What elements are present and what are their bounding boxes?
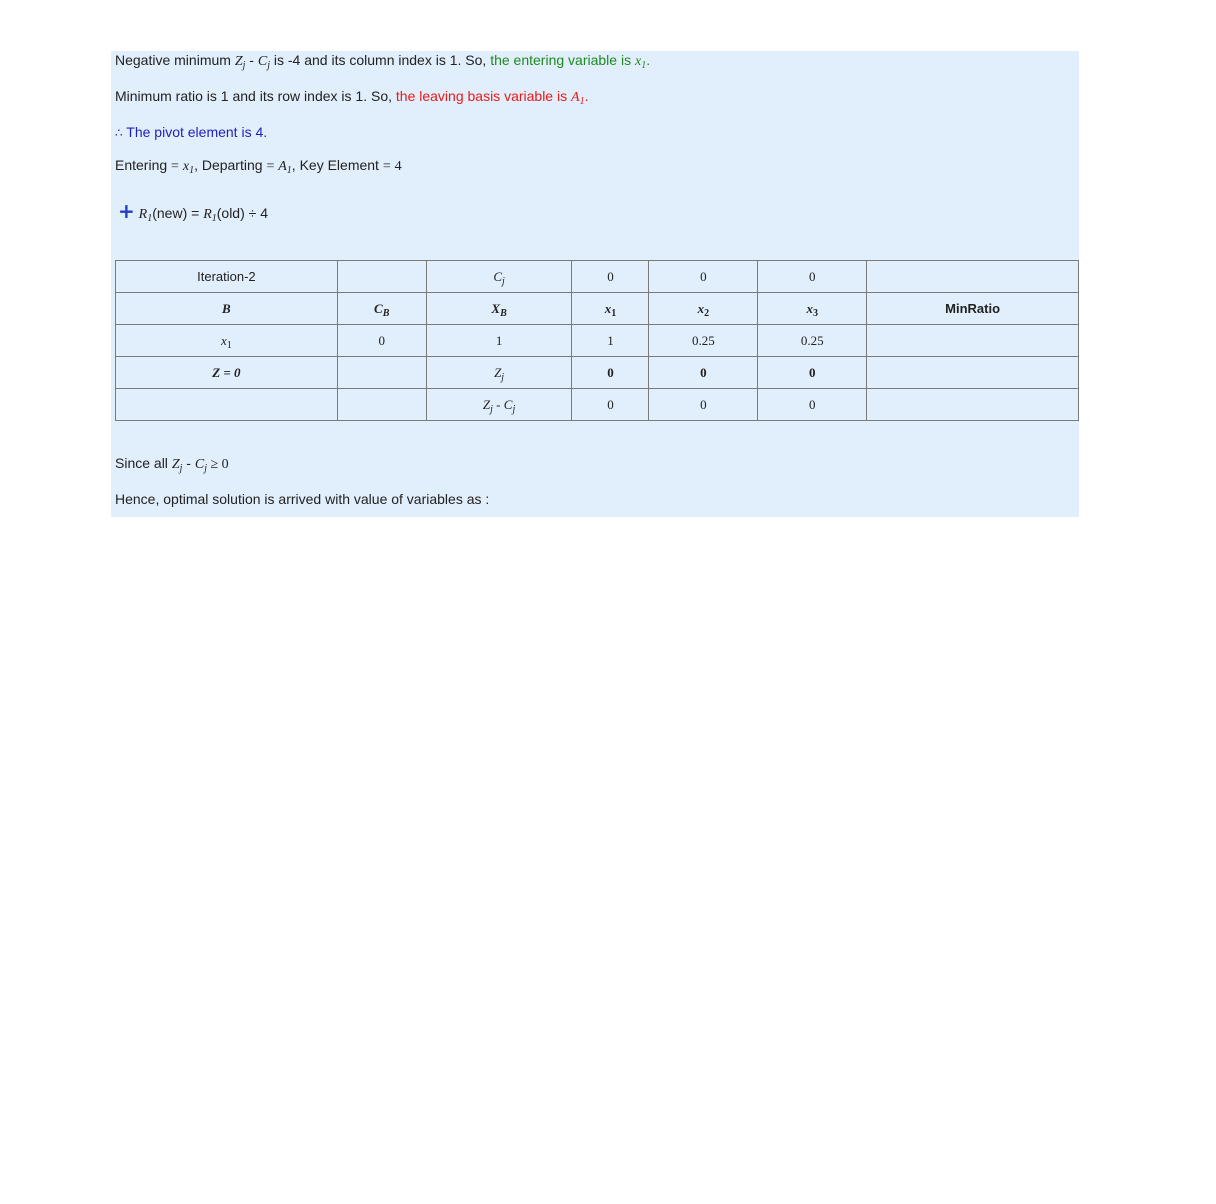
departing-summary-var xyxy=(278,159,292,174)
empty-cell xyxy=(337,389,426,421)
zj-cj-value-cell: 0 xyxy=(572,389,649,421)
basis-letter: x xyxy=(220,332,227,348)
zj-symbol xyxy=(172,457,183,472)
zj-cj-label-cell xyxy=(426,389,572,421)
x1-sub: 1 xyxy=(611,307,617,319)
table-row-zj-cj xyxy=(116,389,1079,421)
entering-highlight-text: the entering variable is xyxy=(490,52,632,68)
basis-var-cell xyxy=(116,325,338,357)
zj-letter: Z xyxy=(171,457,180,472)
zj-value-cell: 0 xyxy=(758,357,867,389)
zj-value-cell: 0 xyxy=(649,357,758,389)
since-all-text: Since all xyxy=(115,455,168,471)
xb-letter: X xyxy=(491,300,501,316)
entering-var xyxy=(635,54,646,69)
departing-label: , Departing xyxy=(194,157,263,173)
zj-symbol xyxy=(235,54,246,69)
minus-sign: - xyxy=(245,52,258,68)
x2-header-cell xyxy=(649,293,758,325)
cj-header-cell xyxy=(426,261,572,293)
leaving-var-sub: 1 xyxy=(579,96,585,107)
line1-end: . xyxy=(646,52,651,68)
cj-letter: C xyxy=(503,396,513,412)
entering-variable-highlight xyxy=(490,52,651,71)
x3-value-cell: 0.25 xyxy=(758,325,867,357)
zj-letter: Z xyxy=(482,396,491,412)
z-value-text: Z = 0 xyxy=(212,364,241,380)
cj-sub: j xyxy=(502,275,505,287)
minratio-header-cell: MinRatio xyxy=(867,293,1079,325)
cj-sub: j xyxy=(204,463,207,474)
x2-sub: 2 xyxy=(704,307,710,319)
r1-letter: R xyxy=(138,207,148,222)
r1-sub: 1 xyxy=(147,213,153,224)
zj-letter: Z xyxy=(234,54,243,69)
cb-value-cell: 0 xyxy=(337,325,426,357)
cb-letter: C xyxy=(374,300,383,316)
cj-value-cell: 0 xyxy=(758,261,867,293)
b-letter: B xyxy=(222,300,231,316)
zj-sub: j xyxy=(179,463,183,474)
line1-middle: is -4 and its column index is 1. So, xyxy=(273,52,487,68)
leaving-highlight-text: the leaving basis variable is xyxy=(395,88,568,104)
entering-summary-letter: x xyxy=(182,159,190,174)
therefore-symbol: ∴ xyxy=(115,126,123,140)
empty-cell xyxy=(867,389,1079,421)
entering-departing-line xyxy=(115,157,402,175)
entering-variable-line xyxy=(115,52,650,70)
r1-old-letter: R xyxy=(203,207,212,222)
table-row-iteration xyxy=(116,261,1079,293)
leaving-var xyxy=(571,90,585,105)
iteration-cell: Iteration-2 xyxy=(116,261,338,293)
basis-sub: 1 xyxy=(226,339,232,351)
new-label: (new) = xyxy=(152,205,200,221)
expand-plus-icon[interactable]: + xyxy=(118,199,135,223)
xb-header-cell xyxy=(426,293,572,325)
simplex-table xyxy=(115,260,1079,421)
line2-prefix: Minimum ratio is 1 and its row index is 1. So, xyxy=(115,88,392,104)
zj-sub: j xyxy=(501,371,505,383)
row-operation-line xyxy=(118,199,268,223)
zj-letter: Z xyxy=(494,364,502,380)
departing-summary-sub: 1 xyxy=(286,165,292,176)
cj-letter: C xyxy=(257,54,268,69)
empty-cell xyxy=(867,261,1079,293)
entering-summary-var xyxy=(183,159,194,174)
line2-end: . xyxy=(584,88,589,104)
entering-var-sub: 1 xyxy=(641,60,647,71)
z-value-cell xyxy=(116,357,338,389)
eq-sign-1: = xyxy=(171,159,179,174)
r1-old-sub: 1 xyxy=(211,213,217,224)
cj-value-cell: 0 xyxy=(572,261,649,293)
key-element-label: , Key Element xyxy=(291,157,379,173)
cj-letter: C xyxy=(194,457,205,472)
optimality-condition-line xyxy=(115,455,229,473)
xb-value-cell: 1 xyxy=(426,325,572,357)
old-label: (old) ÷ 4 xyxy=(216,205,269,221)
pivot-text: The pivot element is 4. xyxy=(126,124,268,140)
empty-cell xyxy=(116,389,338,421)
cj-value-cell: 0 xyxy=(649,261,758,293)
empty-cell xyxy=(337,357,426,389)
leaving-var-letter: A xyxy=(571,90,580,105)
cj-sub: j xyxy=(512,403,516,415)
cj-symbol xyxy=(195,457,207,472)
x3-sub: 3 xyxy=(812,307,818,319)
line1-prefix: Negative minimum xyxy=(115,52,231,68)
zj-label-cell xyxy=(426,357,572,389)
key-element-value: 4 xyxy=(394,159,402,174)
basis-header-cell xyxy=(116,293,338,325)
cj-sub: j xyxy=(267,60,270,71)
zj-value-cell: 0 xyxy=(572,357,649,389)
pivot-element-line xyxy=(115,124,267,140)
cj-letter: C xyxy=(493,268,503,284)
entering-summary-sub: 1 xyxy=(189,165,195,176)
cb-header-cell xyxy=(337,293,426,325)
x2-value-cell: 0.25 xyxy=(649,325,758,357)
x3-letter: x xyxy=(806,300,813,316)
cb-sub: B xyxy=(382,307,390,319)
table-row xyxy=(116,325,1079,357)
r1-new-symbol xyxy=(139,207,153,222)
zj-cj-value-cell: 0 xyxy=(758,389,867,421)
empty-cell xyxy=(337,261,426,293)
departing-summary-letter: A xyxy=(278,159,287,174)
conclusion-line: Hence, optimal solution is arrived with value of variables as : xyxy=(115,491,490,507)
minus-sign: - xyxy=(182,455,195,471)
empty-cell xyxy=(867,357,1079,389)
x1-value-cell: 1 xyxy=(572,325,649,357)
geq-zero: ≥ 0 xyxy=(206,457,229,472)
zj-sub: j xyxy=(242,60,246,71)
x1-header-cell xyxy=(572,293,649,325)
x1-letter: x xyxy=(604,300,612,316)
r1-old-symbol xyxy=(203,207,217,222)
xb-sub: B xyxy=(500,307,507,319)
leaving-variable-line xyxy=(115,88,588,106)
x2-letter: x xyxy=(697,300,705,316)
table-row-zj xyxy=(116,357,1079,389)
x3-header-cell xyxy=(758,293,867,325)
eq-sign-2: = xyxy=(266,159,275,174)
entering-var-letter: x xyxy=(634,54,642,69)
table-row-header xyxy=(116,293,1079,325)
eq-sign-3: = xyxy=(382,159,391,174)
zj-sub: j xyxy=(490,403,493,415)
solution-panel xyxy=(111,51,1079,517)
zj-cj-value-cell: 0 xyxy=(649,389,758,421)
leaving-variable-highlight xyxy=(395,88,589,107)
minratio-value-cell xyxy=(867,325,1079,357)
entering-label: Entering xyxy=(115,157,168,173)
cj-symbol xyxy=(258,54,270,69)
minus-sign: - xyxy=(492,396,504,412)
